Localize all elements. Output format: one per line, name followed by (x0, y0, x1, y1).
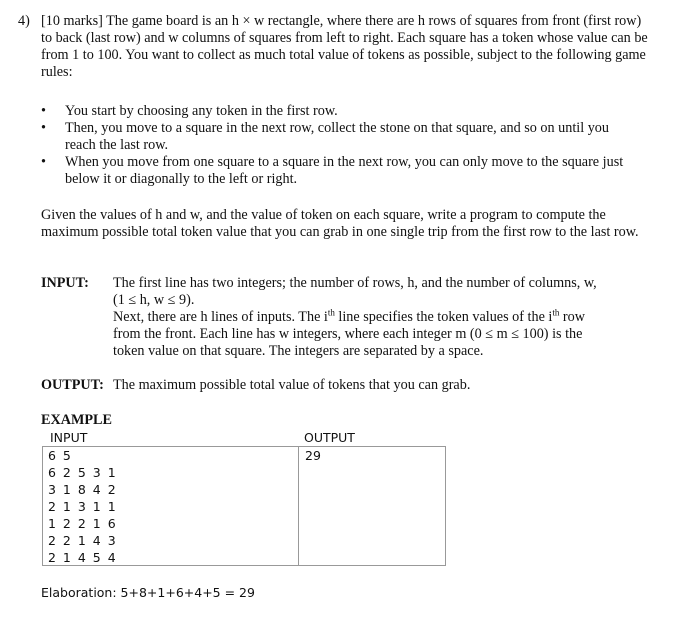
example-input-lines (48, 447, 117, 566)
rules-list (41, 103, 641, 188)
input-line: 3 1 8 4 2 (48, 482, 118, 497)
elaboration: Elaboration: 5+8+1+6+4+5 = 29 (41, 585, 255, 600)
input-line: 2 1 4 5 4 (48, 550, 118, 565)
example-input-header: INPUT (50, 430, 88, 445)
example-output-header: OUTPUT (304, 430, 355, 445)
task-paragraph: Given the values of h and w, and the value of token on each square, write a program to compute the maximum possible total token value that you can grab in one single trip from the first row to the last row. (41, 207, 639, 240)
input-line: 6 2 5 3 1 (48, 465, 118, 480)
rule-item: • Then, you move to a square in the next row, collect the stone on that square, and so on until you reach the last row. (41, 120, 609, 153)
output-label: OUTPUT: (41, 377, 104, 393)
input-line: 2 2 1 4 3 (48, 533, 118, 548)
bullet-icon: • (41, 103, 46, 119)
example-title: EXAMPLE (41, 412, 112, 428)
bullet-icon: • (41, 120, 46, 136)
problem-intro-text: [10 marks] The game board is an h × w rectangle, where there are h rows of squares from front (first row) to back (last row) and w columns of squares from left to right. Each square has a token whose value can be from 1 to 100. You want to collect as much total value of tokens as possible, subject to the following game rules: (41, 13, 648, 80)
input-line: 2 1 3 1 1 (48, 499, 118, 514)
example-output-value: 29 (305, 448, 321, 463)
input-line: 1 2 2 1 6 (48, 516, 118, 531)
example-table (42, 446, 446, 566)
output-description: The maximum possible total value of tokens that you can grab. (113, 377, 471, 393)
input-line: 6 5 (48, 448, 73, 463)
input-label: INPUT: (41, 275, 89, 291)
bullet-icon: • (41, 154, 46, 170)
rule-item: • You start by choosing any token in the first row. (41, 103, 338, 119)
table-divider (298, 447, 299, 565)
rule-item: • When you move from one square to a square in the next row, you can only move to the square just below it or diagonally to the left or right. (41, 154, 624, 187)
problem-number: 4) (18, 13, 30, 29)
input-description: The first line has two integers; the number of rows, h, and the number of columns, w, (1 ≤ h, w ≤ 9). Next, there are h lines of inputs. The $i^{th}$ line specifies the token values of the $i^{th}$ row from the front. Each line has w integers, where each integer m (0 ≤ m ≤ 100) is the token value on that square. The integers are separated by a space. (113, 275, 597, 359)
